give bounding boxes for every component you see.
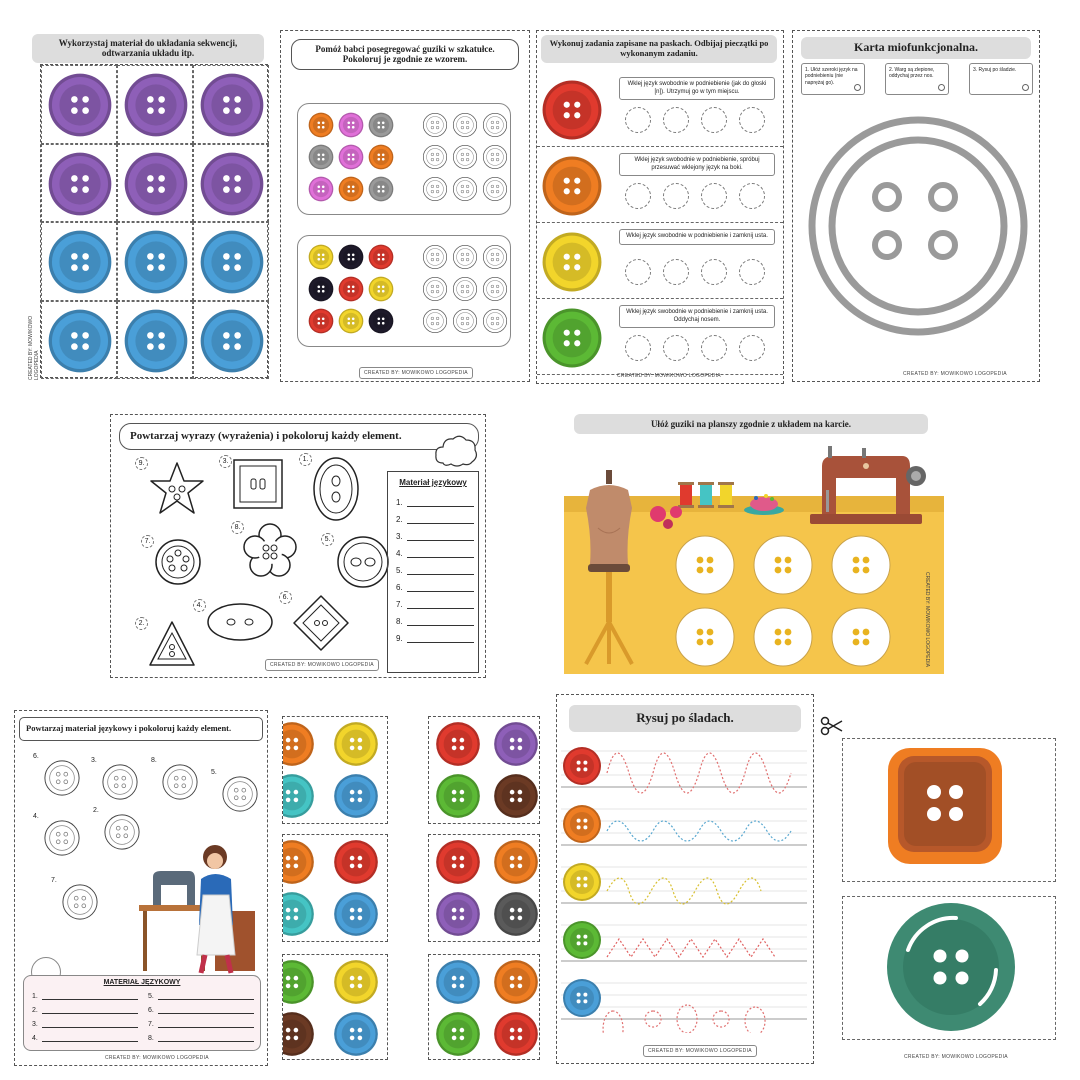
button-icon [493,891,539,937]
seamstress-icon [139,835,259,975]
button-icon [123,308,189,374]
button-icon [308,308,334,334]
sewing-machine-icon [806,446,928,526]
button-icon [47,229,113,295]
credit: CREATED BY: MOWIKOWO LOGOPEDIA [359,367,473,379]
button-outline-icon [422,176,448,202]
credit: CREATED BY: MOWIKOWO LOGOPEDIA [265,659,379,671]
language-panel [23,975,261,1051]
button-icon [308,244,334,270]
worksheet-seamstress [14,710,268,1066]
button-outline-icon [452,112,478,138]
task-rows [537,71,783,371]
sheet-title: Powtarzaj wyrazy (wyrażenia) i pokoloruj każdy element. [119,423,479,450]
answer-line[interactable] [32,1020,138,1028]
button-icon [563,863,601,901]
trace-path[interactable] [607,939,775,957]
button-outline-icon [452,276,478,302]
button-outline-icon [482,308,508,334]
button-icon [338,244,364,270]
stamp-circle[interactable] [701,107,727,133]
worksheet-tasks [536,30,784,384]
button-icon [435,959,481,1005]
item-number: 2. [135,617,148,630]
button-outline-icon [221,775,259,813]
item-number: 1. [299,453,312,466]
green-round-button [884,900,1018,1034]
button-icon [563,921,601,959]
button-icon [338,176,364,202]
button-outline-icon [422,112,448,138]
answer-line[interactable] [396,498,474,507]
button-outline-icon [61,883,99,921]
button-icon [563,805,601,843]
worksheet-myofunctional [792,30,1040,382]
trace-path[interactable] [607,821,791,841]
button-card [282,954,388,1060]
button-icon [541,231,603,293]
button-icon [123,229,189,295]
panel-title: MATERIAŁ JĘZYKOWY [103,979,181,986]
answer-line[interactable] [396,549,474,558]
step-text: 3. Rysuj po śladzie. [973,67,1017,73]
sheet-title: Rysuj po śladach. [569,705,801,732]
button-icon [47,308,113,374]
stamp-circle[interactable] [663,259,689,285]
button-icon [333,721,379,767]
answer-line[interactable] [148,1006,254,1014]
answer-line[interactable] [396,634,474,643]
line-number: 6. [396,583,403,592]
trace-area [557,743,813,1033]
stamp-circle[interactable] [625,335,651,361]
button-icon [563,979,601,1017]
answer-line[interactable] [32,1006,138,1014]
line-number: 7. [396,600,403,609]
button-outline-square[interactable] [231,457,285,516]
credit: CREATED BY: MOWIKOWO LOGOPEDIA [903,371,1007,377]
line-number: 4. [396,549,403,558]
sheet-title: Karta miofunkcjonalna. [801,37,1031,59]
item-number: 8. [231,521,244,534]
line-number: 5. [396,566,403,575]
line-number: 8. [148,1035,154,1042]
button-icon [493,839,539,885]
button-box-bottom [297,235,511,347]
big-button-outline [807,115,1029,337]
line-number: 6. [148,1007,154,1014]
small-buttons-icon [648,504,688,530]
orange-square-button [886,746,1004,866]
button-icon [199,308,265,374]
stamp-circle[interactable] [701,183,727,209]
line-number: 3. [396,532,403,541]
mannequin-icon [576,468,642,668]
line-number: 4. [32,1035,38,1042]
line-number: 9. [396,634,403,643]
button-icon [435,891,481,937]
button-outline-icon [422,244,448,270]
worksheet-board [562,412,946,676]
button-outline-icon [482,276,508,302]
button-icon [368,112,394,138]
sheet-title: Wykonuj zadania zapisane na paskach. Odbijaj pieczątki po wykonanym zadaniu. [541,35,777,63]
button-outline-star[interactable] [147,459,207,524]
stamp-circle[interactable] [739,335,765,361]
button-outline-icon [452,244,478,270]
button-icon [368,308,394,334]
sheet-title: Pomóż babci posegregować guziki w szkatułce. Pokoloruj je zgodnie ze wzorem. [291,39,519,70]
item-number: 7. [51,877,57,884]
task-row [537,223,783,299]
button-outline-icon [422,276,448,302]
sheet-title: Wykorzystaj materiał do układania sekwencji, odtwarzania układu itp. [32,34,264,63]
board-slot-button[interactable] [752,534,814,596]
board-slot-button[interactable] [752,606,814,668]
button-card [282,716,388,824]
stamp-circle[interactable] [701,335,727,361]
task-instruction: Wklej język swobodnie w podniebienie (jak do głoski [n]). Utrzymuj go w tym miejscu. [619,77,775,100]
button-icon [308,144,334,170]
button-outline-icon [422,308,448,334]
stamp-circle[interactable] [625,259,651,285]
task-instruction: Wklej język swobodnie w podniebienie i zamknij usta. Oddychaj nosem. [619,305,775,328]
answer-line[interactable] [32,1034,138,1042]
answer-line[interactable] [396,532,474,541]
button-icon [368,276,394,302]
step-checkbox[interactable] [854,84,861,91]
stamp-circle[interactable] [739,107,765,133]
button-icon [493,1011,539,1057]
button-outline-long[interactable] [205,601,275,648]
stamp-circle[interactable] [625,107,651,133]
answer-line[interactable] [148,1020,254,1028]
button-outline-diamond[interactable] [291,593,351,658]
button-icon [435,773,481,819]
button-outline-ring[interactable] [153,537,203,592]
item-number: 6. [33,753,39,760]
step-card [969,63,1033,95]
credit: CREATED BY: MOWIKOWO LOGOPEDIA [924,572,930,667]
item-number: 8. [151,757,157,764]
button-icon [493,721,539,767]
worksheet-repeat-words [110,414,486,678]
button-icon [282,721,315,767]
answer-line[interactable] [396,600,474,609]
button-icon [199,229,265,295]
step-text: 1. Ułóż szeroki język na podniebieniu (nie naprężaj go). [805,67,858,86]
item-number: 6. [279,591,292,604]
button-icon [282,891,315,937]
worksheet-sequence [28,30,268,380]
button-outline-oval-h[interactable] [333,535,393,594]
answer-line[interactable] [396,583,474,592]
board-slot-button[interactable] [830,606,892,668]
button-icon [541,79,603,141]
button-outline-icon [101,763,139,801]
item-number: 4. [33,813,39,820]
line-number: 2. [396,515,403,524]
button-icon [333,891,379,937]
button-outline-oval-v[interactable] [311,455,361,528]
worksheet-sort-buttons [280,30,530,382]
button-icon [123,151,189,217]
button-icon [282,959,315,1005]
line-number: 3. [32,1021,38,1028]
button-icon [199,151,265,217]
stamp-circle[interactable] [625,183,651,209]
button-icon [308,276,334,302]
item-number: 7. [141,535,154,548]
button-icon [333,1011,379,1057]
button-grid [40,64,268,378]
item-number: 3. [91,757,97,764]
stamp-circle[interactable] [701,259,727,285]
credit: CREATED BY: MOWIKOWO LOGOPEDIA [28,315,40,380]
button-icon [493,959,539,1005]
button-icon [333,959,379,1005]
button-icon [338,276,364,302]
cloud-icon [433,433,479,469]
button-icon [338,308,364,334]
stamp-circle[interactable] [663,335,689,361]
button-icon [282,1011,315,1057]
line-number: 5. [148,993,154,1000]
button-outline-icon [43,759,81,797]
line-number: 8. [396,617,403,626]
line-number: 1. [396,498,403,507]
credit: CREATED BY: MOWIKOWO LOGOPEDIA [643,1045,757,1057]
button-icon [308,176,334,202]
button-icon [282,839,315,885]
scissors-icon[interactable] [820,716,844,736]
stamp-circle[interactable] [663,107,689,133]
button-icon [368,144,394,170]
line-number: 2. [32,1007,38,1014]
button-outline-icon [482,176,508,202]
task-row [537,299,783,375]
button-card [282,834,388,942]
task-instruction: Wklej język swobodnie w podniebienie, spróbuj przesuwać wklejony język na boki. [619,153,775,176]
step-text: 2. Warg są zlepione, oddychaj przez nos. [889,67,935,80]
stamp-circle[interactable] [739,183,765,209]
item-number: 4. [193,599,206,612]
button-outline-icon [452,308,478,334]
button-icon [368,244,394,270]
item-number: 5. [211,769,217,776]
button-outline-icon [103,813,141,851]
button-card [428,834,540,942]
credit: CREATED BY: MOWIKOWO LOGOPEDIA [904,1054,1008,1060]
task-row [537,147,783,223]
button-icon [368,176,394,202]
button-outline-icon [452,144,478,170]
answer-line[interactable] [148,992,254,1000]
button-icon [308,112,334,138]
button-outline-icon [161,763,199,801]
stamp-circle[interactable] [739,259,765,285]
item-number: 5. [321,533,334,546]
button-icon [435,839,481,885]
button-icon [333,773,379,819]
item-number: 9. [135,457,148,470]
step-checkbox[interactable] [938,84,945,91]
item-number: 2. [93,807,99,814]
sheet-title: Powtarzaj materiał językowy i pokoloruj każdy element. [19,717,263,741]
sheet-title: Ułóż guziki na planszy zgodnie z układem na karcie. [574,414,928,434]
button-icon [493,773,539,819]
button-box-top [297,103,511,215]
step-checkbox[interactable] [1022,84,1029,91]
button-icon [199,72,265,138]
button-icon [338,112,364,138]
button-outline-icon [43,819,81,857]
button-icon [435,721,481,767]
button-icon [338,144,364,170]
board-slot-button[interactable] [674,534,736,596]
answer-line[interactable] [148,1034,254,1042]
button-icon [282,773,315,819]
credit: CREATED BY: MOWIKOWO LOGOPEDIA [617,373,721,379]
button-icon [47,72,113,138]
language-panel [387,471,479,673]
step-card [885,63,949,95]
button-icon [541,307,603,369]
button-icon [541,155,603,217]
button-outline-triangle[interactable] [147,619,197,674]
line-number: 1. [32,993,38,1000]
pincushion-icon [742,492,786,516]
board-slot-button[interactable] [674,606,736,668]
task-instruction: Wklej język swobodnie w podniebienie i zamknij usta. [619,229,775,245]
answer-line[interactable] [32,992,138,1000]
answer-line[interactable] [396,515,474,524]
button-icon [435,1011,481,1057]
button-outline-icon [452,176,478,202]
button-card [428,954,540,1060]
answer-line[interactable] [396,617,474,626]
button-icon [123,72,189,138]
item-number: 3. [219,455,232,468]
worksheet-trace [556,694,814,1064]
board-slot-button[interactable] [830,534,892,596]
credit: CREATED BY: MOWIKOWO LOGOPEDIA [105,1055,209,1061]
button-card [428,716,540,824]
button-icon [47,151,113,217]
stamp-circle[interactable] [663,183,689,209]
button-outline-icon [482,144,508,170]
button-outline-flower[interactable] [243,523,297,582]
button-outline-icon [482,244,508,270]
button-outline-icon [482,112,508,138]
line-number: 7. [148,1021,154,1028]
answer-line[interactable] [396,566,474,575]
step-card [801,63,865,95]
button-icon [563,747,601,785]
task-row [537,71,783,147]
button-outline-icon [422,144,448,170]
button-icon [333,839,379,885]
panel-title: Materiał językowy [399,478,467,487]
